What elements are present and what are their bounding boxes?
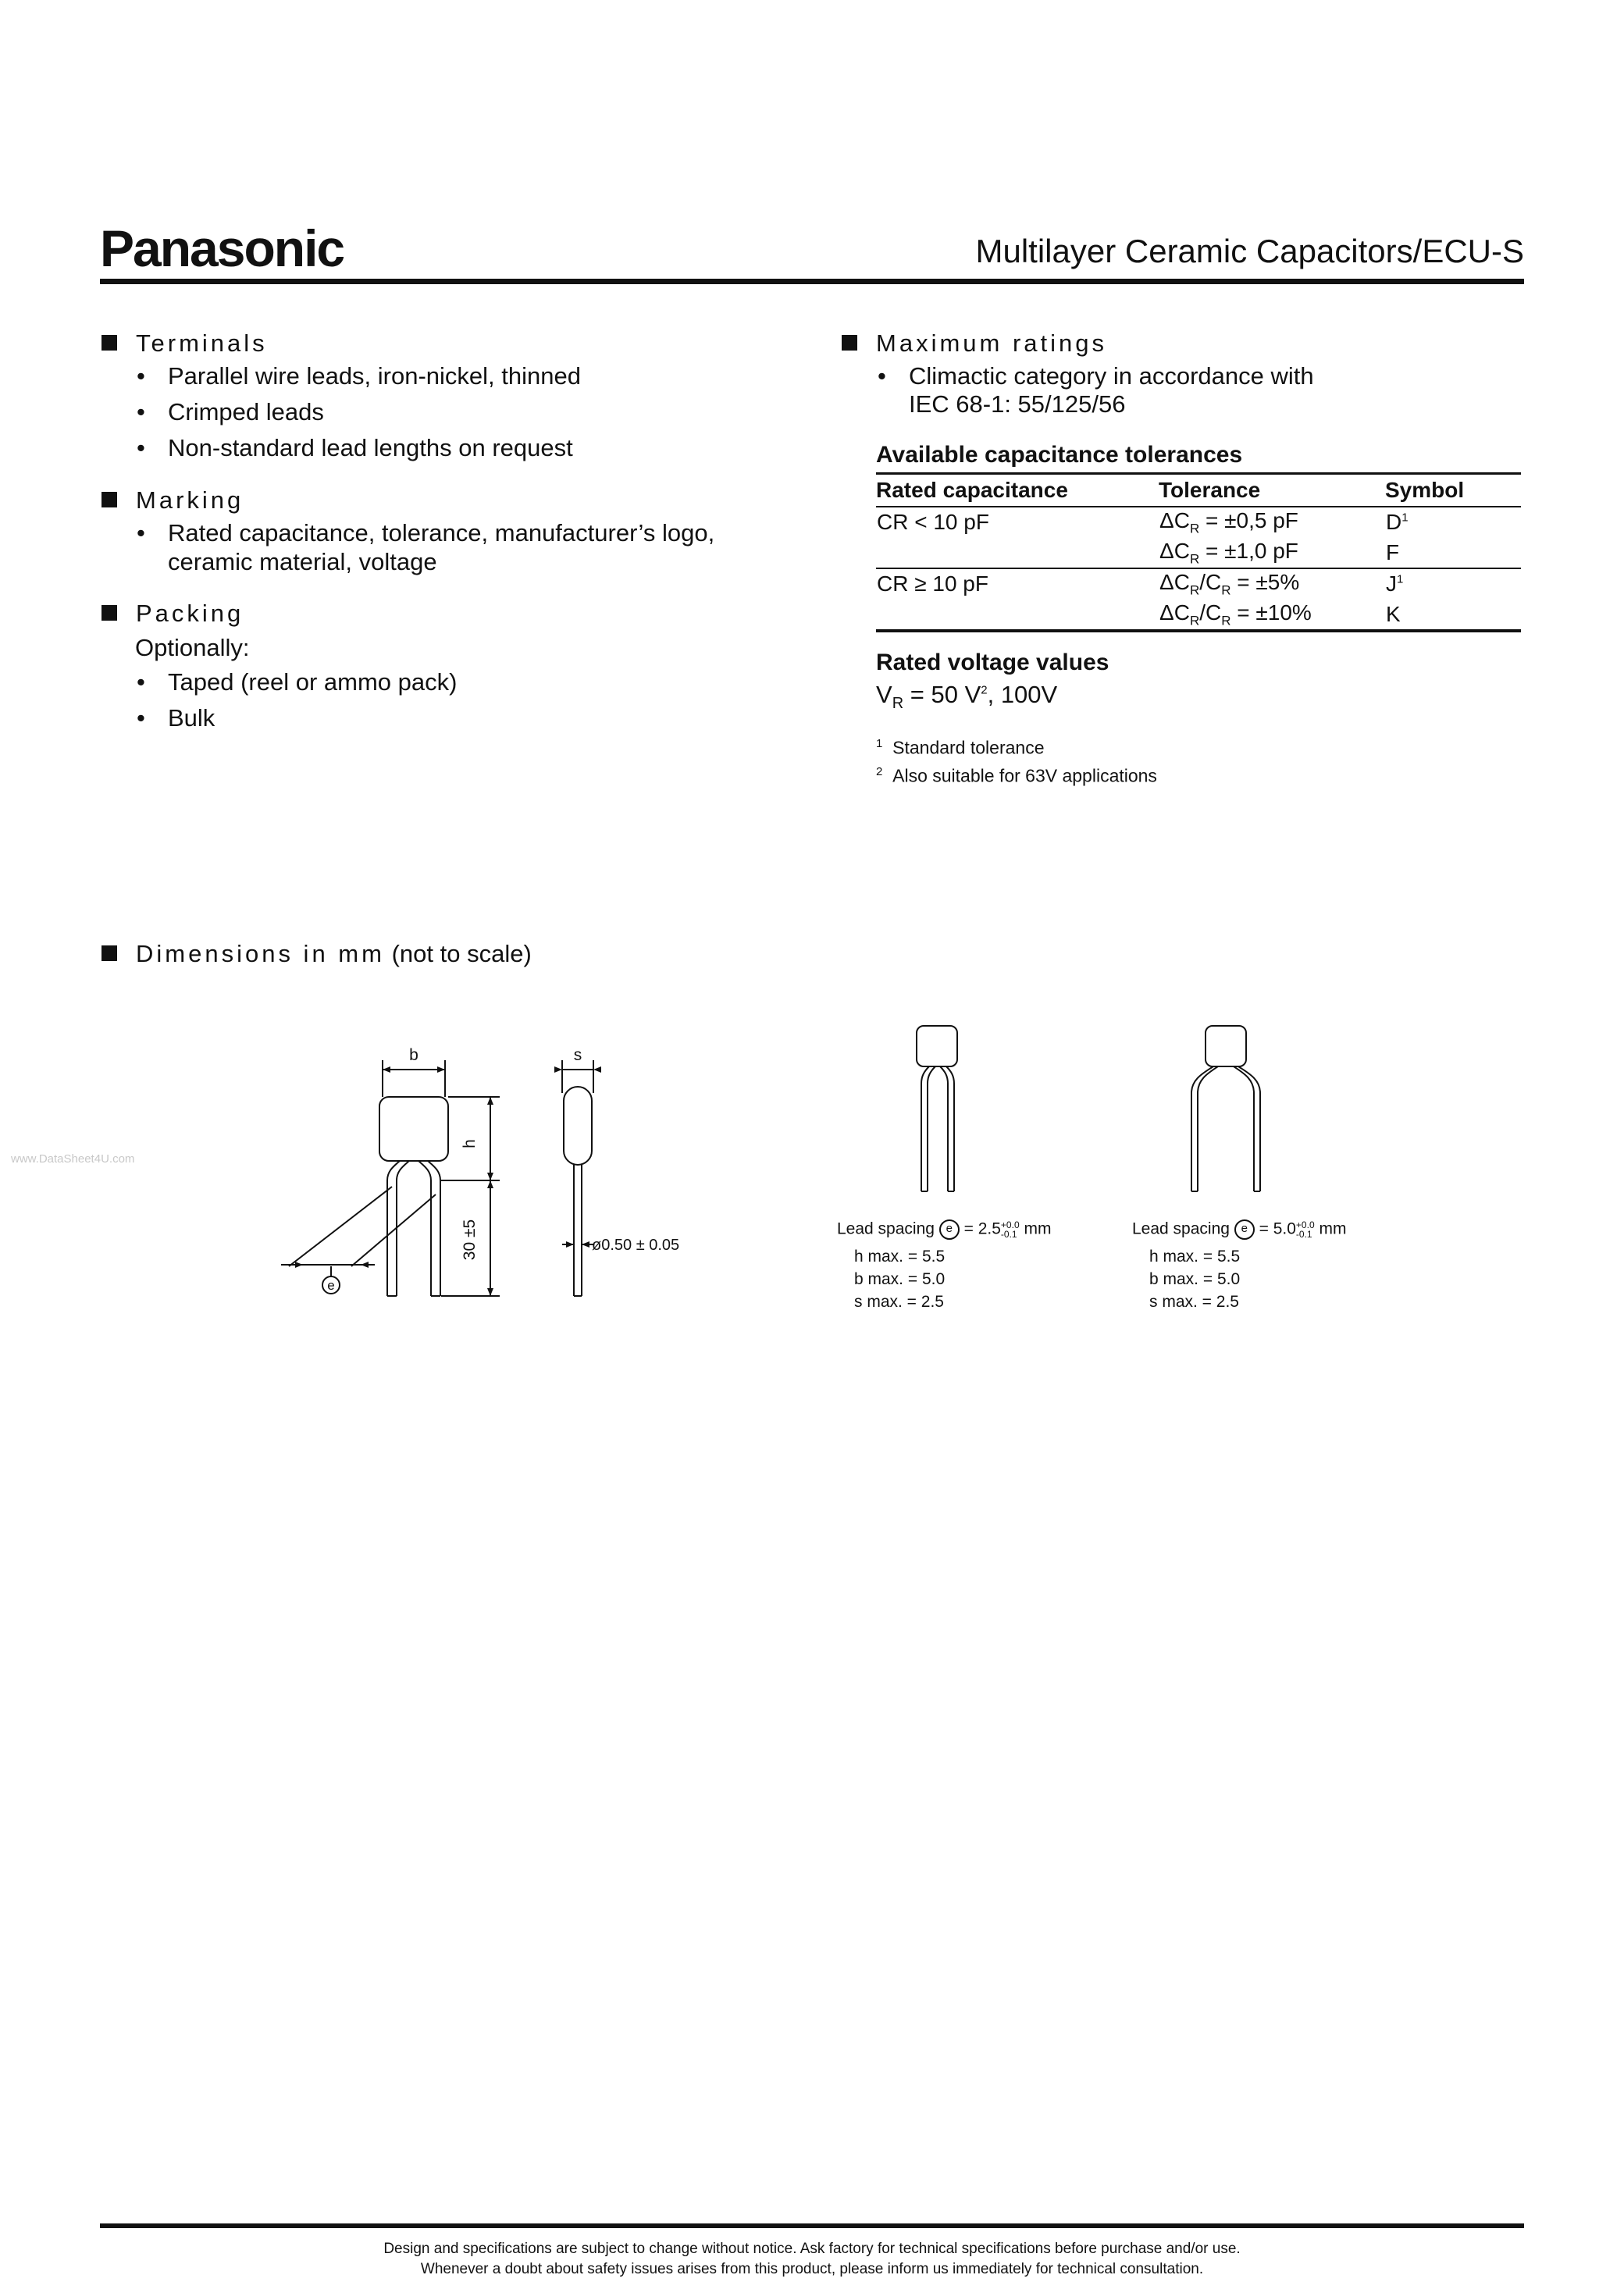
footnote: $^2$ Also suitable for 63V applications (876, 765, 1157, 786)
table-row: $\Delta C_R/C_R = \pm 10\%$ K (1159, 600, 1401, 628)
voltage-heading: Rated voltage values (876, 650, 1109, 675)
e-circle-icon: e (939, 1219, 960, 1240)
tolerance-table (876, 472, 1521, 632)
label-lead-length: 30 ±5 (461, 1219, 479, 1261)
marking-continuation: ceramic material, voltage (168, 548, 437, 575)
label-h: h (461, 1139, 479, 1148)
column-header: Rated capacitance (876, 478, 1068, 502)
voltage-values: $V_R = 50$ $V^2$, 100V (876, 681, 1058, 713)
spec-line: s max. = 2.5 (854, 1293, 944, 1311)
label-b: b (409, 1046, 418, 1064)
e-circle-icon: e (1234, 1219, 1255, 1240)
lead-spacing-a: Lead spacing e = 2.5 +0.0 -0.1 mm (837, 1219, 1052, 1240)
list-item: • Crimped leads (137, 398, 324, 425)
spec-line: h max. = 5.5 (854, 1248, 946, 1266)
document-title: Multilayer Ceramic Capacitors/ECU-S (975, 233, 1524, 269)
label-e: e (327, 1278, 335, 1293)
footer-line: Whenever a doubt about safety issues arises from this product, please inform us immediately for technical consultation. (420, 2261, 1204, 2277)
lead-spacing-b: Lead spacing e = 5.0 +0.0 -0.1 mm (1132, 1219, 1347, 1240)
column-header: Tolerance (1159, 478, 1261, 502)
max-ratings-continuation: IEC 68-1: 55/125/56 (909, 390, 1126, 418)
footnote: $^1$ Standard tolerance (876, 737, 1045, 758)
header-rule (100, 279, 1524, 284)
capacitor-drawing-5-0 (1179, 1015, 1304, 1202)
spec-line: b max. = 5.0 (854, 1270, 946, 1288)
list-item: • Non-standard lead lengths on request (137, 434, 573, 461)
list-item: • Climactic category in accordance with (878, 362, 1314, 390)
watermark: www.DataSheet4U.com (11, 1152, 135, 1166)
marking-heading: Marking (102, 486, 244, 514)
table-row: CR < 10 pF $\Delta C_R = \pm 0,5$ pF $D^1$ (877, 508, 1409, 536)
section-bullet-icon (102, 945, 117, 961)
section-bullet-icon (102, 605, 117, 621)
packing-heading: Packing (102, 600, 244, 628)
dimension-drawing (265, 1038, 703, 1312)
terminals-heading: Terminals (102, 329, 268, 358)
list-item: • Taped (reel or ammo pack) (137, 668, 458, 696)
dimensions-heading: Dimensions in mm (not to scale) (102, 940, 532, 968)
list-item: • Parallel wire leads, iron-nickel, thinned (137, 362, 581, 390)
max-ratings-heading: Maximum ratings (842, 329, 1107, 358)
packing-intro: Optionally: (135, 634, 250, 661)
section-bullet-icon (842, 335, 857, 351)
list-item: • Bulk (137, 704, 215, 732)
tolerances-heading: Available capacitance tolerances (876, 442, 1243, 468)
brand-logo: Panasonic (100, 219, 344, 277)
spec-line: b max. = 5.0 (1149, 1270, 1241, 1288)
label-s: s (573, 1046, 582, 1064)
section-bullet-icon (102, 335, 117, 351)
footer-rule (100, 2223, 1524, 2228)
capacitor-drawing-2-5 (906, 1015, 1015, 1202)
table-row: $\Delta C_R = \pm 1,0$ pF F (876, 538, 1521, 569)
section-bullet-icon (102, 492, 117, 507)
table-row: CR ≥ 10 pF $\Delta C_R/C_R = \pm 5\%$ $J^1$ (877, 570, 1404, 598)
list-item: • Rated capacitance, tolerance, manufacturer’s logo, (137, 519, 715, 546)
spec-line: s max. = 2.5 (1149, 1293, 1239, 1311)
spec-line: h max. = 5.5 (1149, 1248, 1241, 1266)
column-header: Symbol (1385, 478, 1465, 502)
footer-line: Design and specifications are subject to change without notice. Ask factory for technical specifications before purchase and/or use. (383, 2241, 1241, 2257)
label-wire-diameter: ø0.50 ± 0.05 (592, 1237, 680, 1254)
